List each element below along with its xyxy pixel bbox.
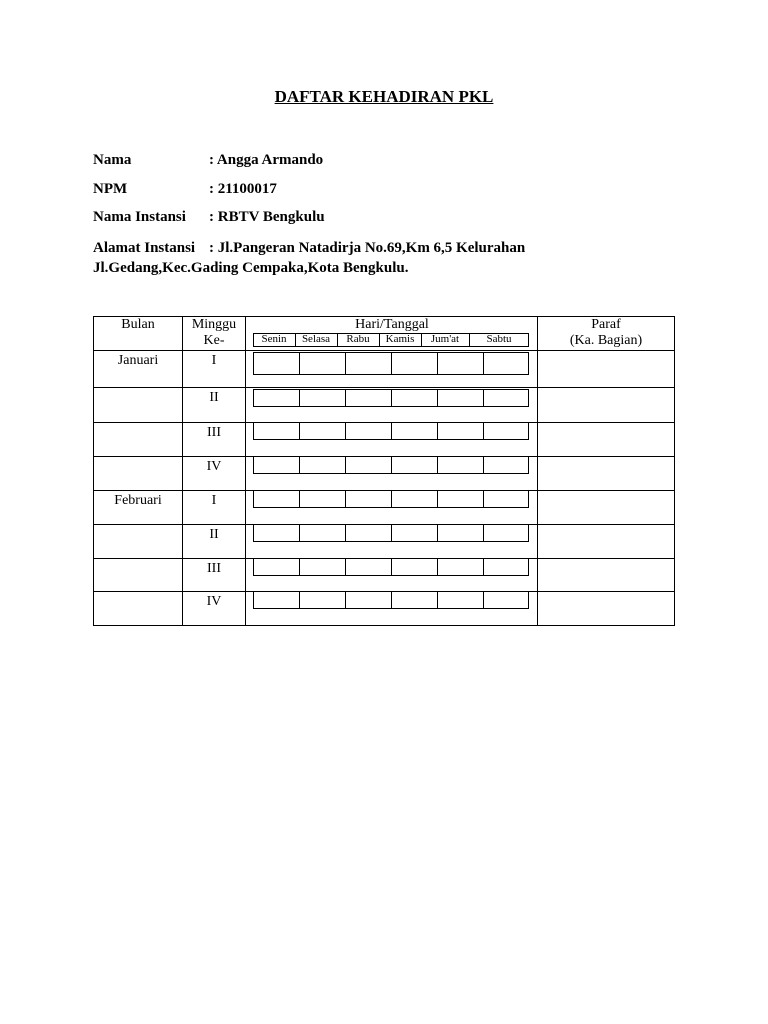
field-label: Nama [93, 152, 132, 168]
day-box-row [254, 559, 529, 576]
field-nama [93, 152, 323, 169]
day-label-kamis: Kamis [385, 333, 415, 345]
row-minggu: II [209, 526, 219, 542]
row-minggu: I [211, 352, 217, 368]
day-box-row [254, 457, 529, 474]
day-box-row [254, 491, 529, 508]
header-minggu-line2: Ke- [203, 333, 225, 348]
day-label-sabtu: Sabtu [486, 333, 512, 345]
day-label-senin: Senin [261, 333, 287, 345]
day-box-row [254, 353, 529, 375]
day-box-row [254, 390, 529, 407]
header-minggu [182, 317, 246, 349]
header-paraf [538, 317, 674, 349]
field-label: NPM [93, 181, 128, 197]
day-box-row [254, 592, 529, 609]
day-box-row [254, 525, 529, 542]
field-value: : RBTV Bengkulu [209, 209, 325, 225]
field-instansi [93, 209, 325, 226]
header-hari: Hari/Tanggal [355, 317, 429, 332]
field-alamat [93, 238, 573, 278]
field-npm [93, 181, 277, 198]
row-minggu: IV [206, 593, 222, 609]
day-label-rabu: Rabu [346, 333, 370, 345]
header-paraf-line2: (Ka. Bagian) [569, 333, 643, 348]
row-bulan: Januari [117, 352, 159, 368]
day-label-jumat: Jum'at [430, 333, 460, 345]
field-label: Nama Instansi [93, 209, 186, 225]
field-label: Alamat Instansi [93, 240, 196, 256]
row-bulan: Februari [114, 492, 162, 508]
header-minggu-line1: Minggu [191, 317, 237, 332]
row-minggu: III [207, 424, 221, 440]
row-minggu: IV [206, 458, 222, 474]
row-minggu: II [209, 389, 219, 405]
field-value: : 21100017 [209, 181, 277, 197]
field-value: : Jl.Pangeran Natadirja No.69,Km 6,5 Kelurahan [209, 240, 526, 256]
field-value-line2: Jl.Gedang,Kec.Gading Cempaka,Kota Bengkulu. [93, 260, 409, 276]
day-label-selasa: Selasa [301, 333, 331, 345]
document-title: DAFTAR KEHADIRAN PKL [274, 87, 494, 106]
row-minggu: III [207, 560, 221, 576]
header-bulan: Bulan [121, 317, 155, 332]
row-minggu: I [211, 492, 217, 508]
header-paraf-line1: Paraf [591, 317, 621, 332]
field-value: : Angga Armando [209, 152, 324, 168]
day-box-row [254, 423, 529, 440]
